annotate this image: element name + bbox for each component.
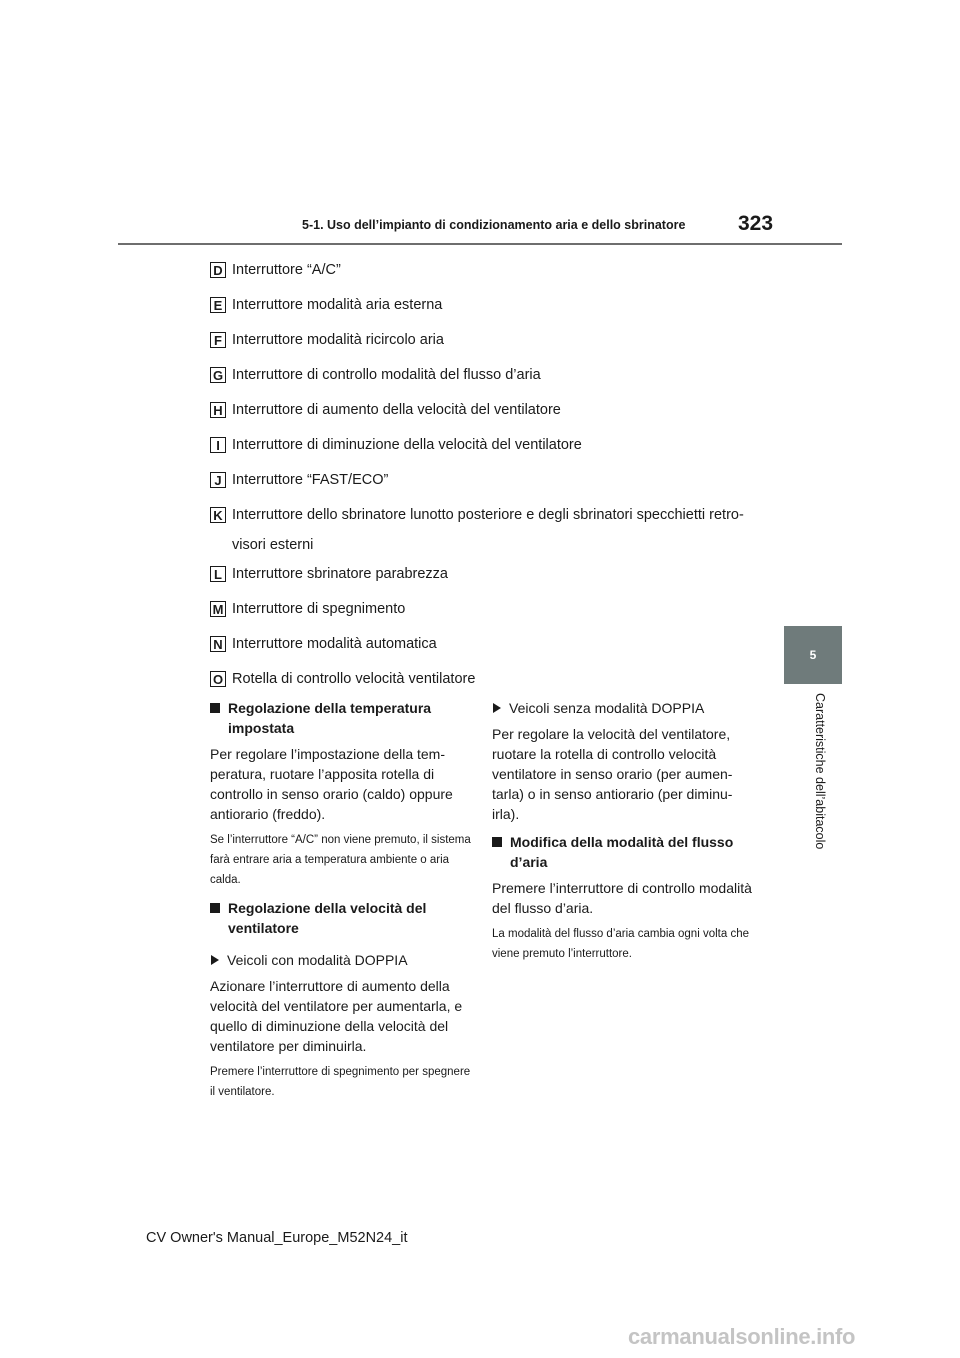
temperature-body: Per regolare l’impostazione della tem-peratura, ruotare l’apposita rotella di controllo in senso orario (caldo) oppure antiorario (freddo). <box>210 746 453 822</box>
callout-label-f: F <box>210 332 226 348</box>
subheading-text: Veicoli con modalità DOPPIA <box>227 952 408 968</box>
page-number: 323 <box>738 212 774 235</box>
legend-text: Interruttore di diminuzione della velocità del ventilatore <box>232 437 582 453</box>
callout-label-n: N <box>210 636 226 652</box>
callout-label-d: D <box>210 262 226 278</box>
legend-item <box>210 325 444 355</box>
callout-label-k: K <box>210 507 226 523</box>
no-dual-mode-body: Per regolare la velocità del ventilatore, ruotare la rotella di controllo velocità ventilatore in senso orario (per aumen-tarla) o in senso antiorario (per diminu-irla). <box>492 726 733 822</box>
legend-text: Interruttore modalità automatica <box>232 636 437 652</box>
header-divider <box>118 243 842 245</box>
dual-mode-note: Premere l’interruttore di spegnimento per spegnere il ventilatore. <box>210 1066 471 1098</box>
legend-item <box>210 465 388 495</box>
square-bullet-icon <box>210 703 220 713</box>
airflow-mode-body: Premere l’interruttore di controllo modalità del flusso d’aria. <box>492 880 752 916</box>
chapter-title: Caratteristiche dell’abitacolo <box>813 693 827 850</box>
legend-text: Rotella di controllo velocità ventilatore <box>232 671 476 687</box>
airflow-mode-heading <box>492 832 754 872</box>
legend-text: Interruttore di spegnimento <box>232 601 406 617</box>
legend-item <box>210 255 341 285</box>
triangle-bullet-icon <box>493 703 501 713</box>
watermark: carmanualsonline.info <box>628 1324 856 1349</box>
right-column <box>492 698 754 972</box>
subheading-text: Veicoli senza modalità DOPPIA <box>509 700 705 716</box>
dual-mode-body: Azionare l’interruttore di aumento della velocità del ventilatore per aumentarla, e quello di diminuzione della velocità del ventilatore per diminuirla. <box>210 978 463 1054</box>
legend-text: Interruttore di aumento della velocità del ventilatore <box>232 402 561 418</box>
legend-item <box>210 290 442 320</box>
legend-text-line: Interruttore dello sbrinatore lunotto posteriore e degli sbrinatori specchietti retro- <box>232 507 744 523</box>
heading-text: Regolazione della velocità del ventilatore <box>228 900 427 936</box>
no-dual-mode-subheading <box>492 698 754 718</box>
legend-text: Interruttore “A/C” <box>232 262 341 278</box>
callout-label-e: E <box>210 297 226 313</box>
airflow-mode-note: La modalità del flusso d’aria cambia ogni volta che viene premuto l’interruttore. <box>492 928 749 960</box>
temperature-heading <box>210 698 472 738</box>
legend-text: Interruttore sbrinatore parabrezza <box>232 566 448 582</box>
legend-text: Interruttore modalità ricircolo aria <box>232 332 444 348</box>
triangle-bullet-icon <box>211 955 219 965</box>
callout-label-m: M <box>210 601 226 617</box>
legend-item <box>210 664 475 694</box>
legend-text <box>232 500 744 560</box>
callout-label-j: J <box>210 472 226 488</box>
manual-id: CV Owner's Manual_Europe_M52N24_it <box>146 1230 408 1246</box>
legend-item <box>210 629 437 659</box>
temperature-note: Se l’interruttore “A/C” non viene premuto, il sistema farà entrare aria a temperatura ambiente o aria calda. <box>210 834 471 886</box>
square-bullet-icon <box>210 903 220 913</box>
left-column <box>210 698 472 1110</box>
legend-item <box>210 594 405 624</box>
section-title: 5-1. Uso dell’impianto di condizionamento aria e dello sbrinatore <box>302 218 686 232</box>
legend-text: Interruttore di controllo modalità del flusso d’aria <box>232 367 541 383</box>
legend-item <box>210 559 448 589</box>
legend-item <box>210 430 582 460</box>
legend-item <box>210 360 541 390</box>
callout-label-i: I <box>210 437 226 453</box>
callout-label-g: G <box>210 367 226 383</box>
chapter-tab[interactable]: 5 <box>784 626 842 684</box>
dual-mode-subheading <box>210 950 472 970</box>
callout-label-o: O <box>210 671 226 687</box>
legend-text: Interruttore modalità aria esterna <box>232 297 443 313</box>
callout-label-h: H <box>210 402 226 418</box>
legend-item <box>210 500 744 560</box>
heading-text: Regolazione della temperatura impostata <box>228 700 432 736</box>
heading-text: Modifica della modalità del flusso d’aria <box>510 834 734 870</box>
callout-label-l: L <box>210 566 226 582</box>
fan-speed-heading <box>210 898 472 938</box>
legend-item <box>210 395 561 425</box>
square-bullet-icon <box>492 837 502 847</box>
legend-text-continuation: visori esterni <box>232 537 314 553</box>
legend-text: Interruttore “FAST/ECO” <box>232 472 389 488</box>
